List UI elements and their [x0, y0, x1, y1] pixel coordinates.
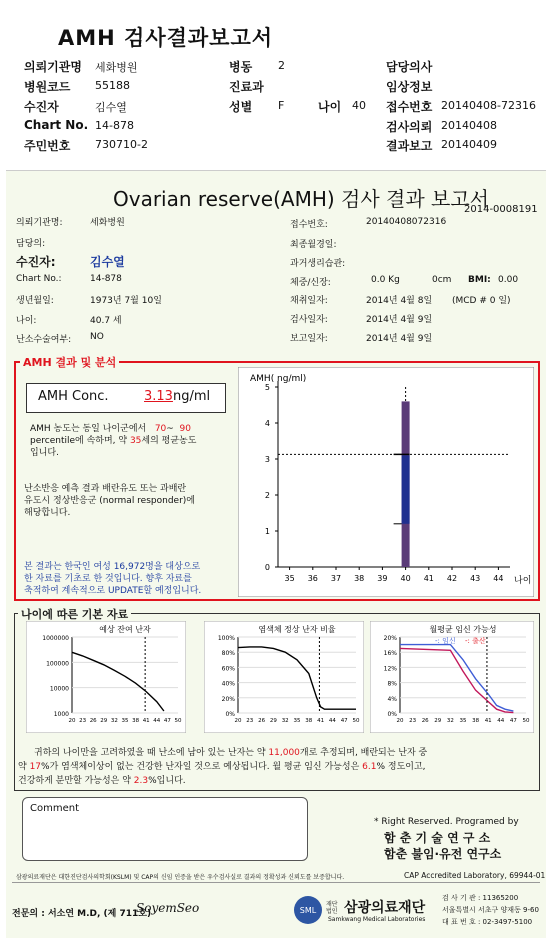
y-tick-label: 2 — [264, 491, 270, 500]
x-tick-label: 35 — [121, 718, 129, 724]
sheet-age-value: 40.7 세 — [90, 316, 122, 326]
x-tick-label: 20 — [234, 718, 242, 724]
pct-line3: 입니다. — [30, 448, 59, 458]
chart-value: 14-878 — [95, 119, 134, 132]
x-tick-label: 44 — [328, 718, 336, 724]
x-tick-label: 41 — [142, 718, 150, 724]
report-title: AMH 검사결과보고서 — [58, 26, 274, 50]
inst-label: 의뢰기관명 — [24, 60, 82, 74]
pct-line2: percentile에 속하며, 약 35세의 평균농도 — [30, 436, 197, 446]
sheet-mcd: (MCD # 0 일) — [452, 296, 511, 306]
sheet-weight-label: 체중/신장: — [290, 278, 331, 288]
x-tick-label: 32 — [281, 718, 289, 724]
x-tick-label: 44 — [153, 718, 161, 724]
x-tick-label: 39 — [377, 574, 388, 583]
x-tick-label: 50 — [352, 718, 360, 724]
sheet-sample-label: 채취일자: — [290, 296, 328, 306]
pregnancy-chart — [370, 621, 534, 733]
resp-line1: 난소반응 예측 결과 배란유도 또는 과배란 — [24, 484, 187, 494]
x-tick-label: 29 — [269, 718, 277, 724]
x-tick-label: 38 — [305, 718, 313, 724]
x-tick-label: 23 — [409, 718, 417, 724]
x-tick-label: 38 — [472, 718, 480, 724]
y-tick-label: 8% — [387, 680, 397, 688]
sheet-weight-value: 0.0 Kg — [371, 275, 400, 285]
age-value: 40 — [352, 99, 366, 112]
specialist: 전문의 : 서소연 M.D, (제 711호) — [12, 909, 152, 919]
reception-label: 접수번호 — [386, 100, 433, 114]
x-tick-label: 50 — [522, 718, 530, 724]
x-tick-label: 29 — [100, 718, 108, 724]
x-tick-label: 32 — [110, 718, 118, 724]
x-tick-label: 50 — [174, 718, 182, 724]
sheet-report-label: 보고일자: — [290, 334, 328, 344]
amh-value: 3.13 — [144, 389, 173, 404]
sheet-surgery-label: 난소수술여부: — [16, 335, 72, 345]
iqr-box — [402, 455, 410, 523]
sheet-history-label: 과거생리습관: — [290, 259, 346, 269]
x-tick-label: 44 — [497, 718, 505, 724]
legend-item: -: 임신 — [435, 637, 456, 645]
amh-unit: ng/ml — [173, 389, 211, 404]
x-tick-label: 20 — [396, 718, 404, 724]
x-tick-label: 47 — [340, 718, 348, 724]
cap-text: CAP Accredited Laboratory, 69944-01 — [404, 871, 546, 880]
summary-line1: 귀하의 나이만을 고려하였을 때 난소에 남아 있는 난자는 약 11,000개로 추정되며, 배란되는 난자 중 — [34, 748, 428, 758]
sheet-patient-label: 수진자: — [16, 255, 56, 269]
sml-logo-icon — [293, 895, 323, 925]
y-tick-label: 1 — [264, 527, 270, 536]
y-tick-label: 1000 — [53, 711, 69, 718]
x-tick-label: 41 — [423, 574, 434, 583]
chart-title: 염색체 정상 난자 비율 — [258, 625, 336, 634]
x-tick-label: 26 — [421, 718, 429, 724]
amh-section-label: AMH 결과 및 분석 — [20, 354, 119, 370]
y-tick-label: 10000 — [49, 685, 69, 693]
code-value: 55188 — [95, 79, 130, 92]
sheet-sample-value: 2014년 4월 8일 — [366, 296, 433, 306]
y-axis-label: AMH( ng/ml) — [250, 374, 307, 384]
x-tick-label: 26 — [89, 718, 97, 724]
x-tick-label: 20 — [68, 718, 76, 724]
sheet-age-label: 나이: — [16, 316, 37, 326]
sheet-inst-label: 의뢰기관명: — [16, 218, 63, 228]
sheet-surgery-value: NO — [90, 332, 104, 342]
sheet-reception-value: 20140408072316 — [366, 217, 447, 227]
phone: 대 표 번 호 : 02-3497-5100 — [442, 918, 533, 926]
sheet-chart-value: 14-878 — [90, 274, 122, 284]
patient-value: 김수열 — [95, 101, 127, 114]
clinical-label: 임상정보 — [386, 80, 433, 94]
note-line2: 한 자료를 기초로 한 것입니다. 향후 자료를 — [24, 574, 192, 584]
sheet-dob-label: 생년월일: — [16, 296, 54, 306]
comment-label: Comment — [30, 803, 79, 814]
x-tick-label: 32 — [446, 718, 454, 724]
x-tick-label: 41 — [484, 718, 492, 724]
age-label: 나이 — [318, 100, 342, 114]
x-tick-label: 23 — [246, 718, 254, 724]
address: 서울특별시 서초구 양재동 9-60 — [442, 906, 539, 914]
y-tick-label: 12% — [383, 665, 397, 673]
chart-frame — [238, 367, 534, 597]
note-line1: 본 결과는 한국인 여성 16,972명을 대상으로 — [24, 562, 201, 572]
y-tick-label: 16% — [383, 650, 397, 658]
doc-number: 2014-0008191 — [464, 204, 538, 215]
y-tick-label: 80% — [221, 650, 235, 658]
signature: SoyemSeo — [136, 901, 200, 915]
sheet-bmi-label: BMI: — [468, 275, 491, 285]
request-label: 검사의뢰 — [386, 120, 433, 134]
registration-no: 검 사 기 관 : 11365200 — [442, 894, 519, 902]
patient-label: 수진자 — [24, 100, 59, 114]
report-sheet — [6, 170, 546, 938]
doctor-label: 담당의사 — [386, 60, 433, 74]
org-english: Samkwang Medical Laboratories — [328, 916, 426, 923]
inst-value: 세화병원 — [95, 61, 138, 74]
x-tick-label: 36 — [307, 574, 318, 583]
sheet-bmi-value: 0.00 — [498, 275, 519, 285]
x-tick-label: 38 — [354, 574, 365, 583]
y-tick-label: 100000 — [46, 660, 69, 668]
x-tick-label: 44 — [493, 574, 504, 583]
y-tick-label: 100% — [217, 635, 235, 642]
report-date-label: 결과보고 — [386, 139, 433, 153]
sheet-test-label: 검사일자: — [290, 315, 328, 325]
amh-chart — [238, 367, 534, 597]
y-tick-label: 1000000 — [42, 635, 69, 642]
x-tick-label: 47 — [163, 718, 171, 724]
y-tick-label: 4% — [387, 695, 397, 703]
chart-label: Chart No. — [24, 118, 89, 132]
request-value: 20140408 — [441, 119, 497, 132]
sex-label: 성별 — [229, 100, 253, 114]
sheet-test-value: 2014년 4월 9일 — [366, 315, 433, 325]
org-name: 삼광의료재단 — [344, 900, 426, 916]
y-tick-label: 4 — [264, 419, 270, 428]
x-tick-label: 47 — [509, 718, 517, 724]
sheet-height-value: 0cm — [432, 275, 452, 285]
x-tick-label: 40 — [400, 574, 411, 583]
footer-divider — [12, 882, 540, 883]
resp-line2: 유도시 정상반응군 (normal responder)에 — [24, 496, 195, 506]
x-tick-label: 37 — [330, 574, 342, 583]
institute-2: 함춘 불임·유전 연구소 — [384, 847, 502, 861]
x-tick-label: 35 — [293, 718, 301, 724]
sheet-lmp-label: 최종월경일: — [290, 240, 337, 250]
y-tick-label: 40% — [221, 680, 235, 688]
footer-note: 삼광의료재단은 대한진단검사의학회(KSLM) 및 CAP의 신임 인증을 받은 우수검사실로 결과의 정확성과 신뢰도를 보증합니다. — [16, 874, 345, 881]
y-tick-label: 0% — [387, 711, 397, 718]
chart-title: 월평균 임신 가능성 — [429, 625, 497, 634]
dept-label: 진료과 — [229, 80, 264, 94]
logo-text: SML — [299, 906, 317, 915]
id-value: 730710-2 — [95, 138, 148, 151]
x-tick-label: 29 — [434, 718, 442, 724]
eggs-chart — [26, 621, 186, 733]
chart-title: 예상 잔여 난자 — [99, 625, 151, 634]
pct-line1: AMH 농도는 동일 나이군에서 70~ 90 — [30, 424, 191, 434]
sex-value: F — [278, 99, 285, 112]
sheet-chart-label: Chart No.: — [16, 274, 62, 284]
x-tick-label: 35 — [284, 574, 295, 583]
sheet-inst-value: 세화병원 — [90, 218, 125, 228]
x-tick-label: 23 — [79, 718, 87, 724]
y-tick-label: 5 — [264, 383, 270, 392]
sheet-doctor-label: 담당의: — [16, 239, 46, 249]
x-tick-label: 42 — [446, 574, 458, 583]
sheet-title: Ovarian reserve(AMH) 검사 결과 보고서 — [113, 187, 489, 211]
legend-item: -: 출산 — [465, 637, 486, 645]
sheet-patient-value: 김수열 — [90, 255, 125, 269]
y-tick-label: 20% — [221, 695, 235, 703]
y-tick-label: 3 — [264, 455, 270, 464]
x-tick-label: 38 — [132, 718, 140, 724]
institute-1: 함 춘 기 술 연 구 소 — [384, 831, 491, 845]
summary-line2: 약 17%가 염색체이상이 없는 건강한 난자일 것으로 예상됩니다. 월 평균 임신 가능성은 6.1% 정도이고, — [18, 762, 426, 772]
ward-label: 병동 — [229, 60, 253, 74]
id-label: 주민번호 — [24, 139, 71, 153]
code-label: 병원코드 — [24, 80, 71, 94]
sheet-reception-label: 접수번호: — [290, 220, 328, 230]
resp-line3: 해당합니다. — [24, 508, 71, 518]
y-tick-label: 0% — [225, 711, 235, 718]
report-date-value: 20140409 — [441, 138, 497, 151]
sheet-dob-value: 1973년 7월 10일 — [90, 296, 162, 306]
x-tick-label: 26 — [258, 718, 266, 724]
x-tick-label: 43 — [470, 574, 481, 583]
y-tick-label: 0 — [264, 563, 270, 572]
ward-value: 2 — [278, 59, 285, 72]
org-small: 재단 법인 — [326, 901, 338, 915]
rights-text: * Right Reserved. Programed by — [374, 817, 519, 827]
x-axis-label: 나이 — [514, 576, 532, 586]
basic-section-label: 나이에 따른 기본 자료 — [18, 606, 131, 622]
sheet-report-value: 2014년 4월 9일 — [366, 334, 433, 344]
y-tick-label: 20% — [383, 635, 397, 642]
x-tick-label: 41 — [317, 718, 325, 724]
summary-line3: 건강하게 분만할 가능성은 약 2.3%입니다. — [18, 776, 186, 786]
normal-chart — [204, 621, 364, 733]
x-tick-label: 35 — [459, 718, 467, 724]
y-tick-label: 60% — [221, 665, 235, 673]
reception-value: 20140408-72316 — [441, 99, 536, 112]
amh-conc-label: AMH Conc. — [38, 389, 109, 404]
note-line3: 축적하여 계속적으로 UPDATE할 예정입니다. — [24, 586, 202, 596]
